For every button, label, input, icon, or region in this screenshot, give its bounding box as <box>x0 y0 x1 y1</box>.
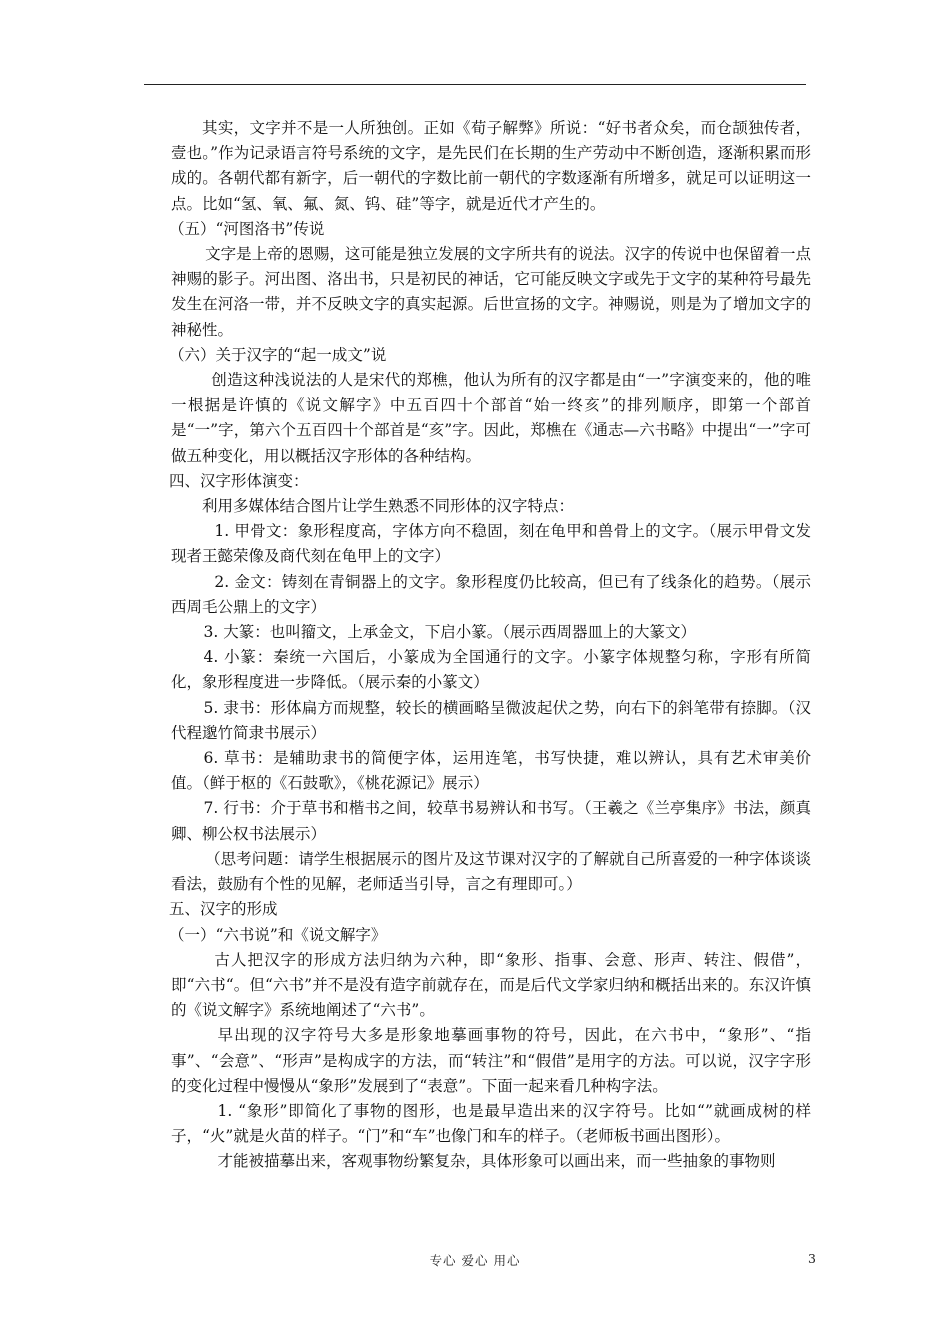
body-paragraph: 文字是上帝的恩赐，这可能是独立发展的文字所共有的说法。汉字的传说中也保留着一点神赐的影子。河出图、洛出书，只是初民的神话，它可能反映文字或先于文字的某种符号最先发生在河洛一带，并不反映文字的真实起源。后世宣扬的文字。神赐说，则是为了增加文字的神秘性。 <box>171 245 811 339</box>
body-paragraph: 3. 大篆：也叫籀文，上承金文，下启小篆。（展示西周器皿上的大篆文） <box>203 623 697 642</box>
body-paragraph: 其实，文字并不是一人所独创。正如《荀子解弊》所说：“好书者众矣，而仓颉独传者，壹也。”作为记录语言符号系统的文字，是先民们在长期的生产劳动中不断创造，逐渐积累而形成的。各朝代都有新字，后一朝代的字数比前一朝代的字数逐渐有所增多，就足可以证明这一点。比如“氢、氧、氟、氮、钨、硅”等字，就是近代才产生的。 <box>171 119 811 213</box>
header-rule <box>144 84 806 85</box>
page-number: 3 <box>808 1251 816 1266</box>
document-body <box>171 116 811 1175</box>
body-paragraph: 才能被描摹出来，客观事物纷繁复杂，具体形象可以画出来，而一些抽象的事物则 <box>217 1152 776 1171</box>
body-paragraph: 5. 隶书：形体扁方而规整，较长的横画略呈微波起伏之势，向右下的斜笔带有捺脚。（汉代程邈竹简隶书展示） <box>171 698 811 742</box>
body-paragraph: 4. 小篆：秦统一六国后，小篆成为全国通行的文字。小篆字体规整匀称，字形有所简化，象形程度进一步降低。（展示秦的小篆文） <box>171 648 811 692</box>
body-paragraph: 1. “象形”即简化了事物的图形，也是最早造出来的汉字符号。比如“”就画成树的样子，“火”就是火苗的样子。“门”和“车”也像门和车的样子。（老师板书画出图形）。 <box>171 1101 811 1146</box>
body-paragraph: 7. 行书：介于草书和楷书之间，较草书易辨认和书写。（王羲之《兰亭集序》书法，颜真卿、柳公权书法展示） <box>171 799 811 843</box>
section-heading: （五）“河图洛书”传说 <box>169 219 325 238</box>
body-paragraph: 利用多媒体结合图片让学生熟悉不同形体的汉字特点： <box>202 497 575 516</box>
body-paragraph: 6. 草书：是辅助隶书的简便字体，运用连笔，书写快捷，难以辨认，具有艺术审美价值。（鲜于枢的《石鼓歌》，《桃花源记》展示） <box>171 749 811 793</box>
footer-motto: 专心 爱心 用心 <box>429 1253 521 1268</box>
section-heading: 四、汉字形体演变： <box>169 471 309 490</box>
section-heading: （六）关于汉字的“起一成文”说 <box>169 345 387 364</box>
body-paragraph: 古人把汉字的形成方法归纳为六种，即“象形、指事、会意、形声、转注、假借”，即“六书“。但“六书”并不是没有造字前就存在，而是后代文学家归纳和概括出来的。东汉许慎的《说文解字》系统地阐述了“六书”。 <box>171 950 811 1020</box>
body-paragraph: 1. 甲骨文：象形程度高，字体方向不稳固，刻在龟甲和兽骨上的文字。（展示甲骨文发现者王懿荣像及商代刻在龟甲上的文字） <box>171 522 811 566</box>
body-paragraph: （思考问题：请学生根据展示的图片及这节课对汉字的了解就自己所喜爱的一种字体谈谈看法，鼓励有个性的见解，老师适当引导，言之有理即可。） <box>171 849 811 894</box>
section-heading: 五、汉字的形成 <box>169 900 278 919</box>
section-heading: （一）“六书说”和《说文解字》 <box>169 925 387 944</box>
body-paragraph: 早出现的汉字符号大多是形象地摹画事物的符号，因此，在六书中，“象形”、“指事”、“会意”、“形声”是构成字的方法，而“转注”和“假借”是用字的方法。可以说，汉字字形的变化过程中慢慢从“象形”发展到了“表意”。下面一起来看几种构字法。 <box>171 1026 811 1095</box>
body-paragraph: 创造这种浅说法的人是宋代的郑樵，他认为所有的汉字都是由“一”字演变来的，他的唯一根据是许慎的《说文解字》中五百四十个部首“始一终亥”的排列顺序，即第一个部首是“一”字，第六个五百四十个部首是“亥”字。因此，郑樵在《通志—六书略》中提出“一”字可做五种变化，用以概括汉字形体的各种结构。 <box>171 371 811 465</box>
body-paragraph: 2. 金文：铸刻在青铜器上的文字。象形程度仍比较高，但已有了线条化的趋势。（展示西周毛公鼎上的文字） <box>171 572 811 616</box>
